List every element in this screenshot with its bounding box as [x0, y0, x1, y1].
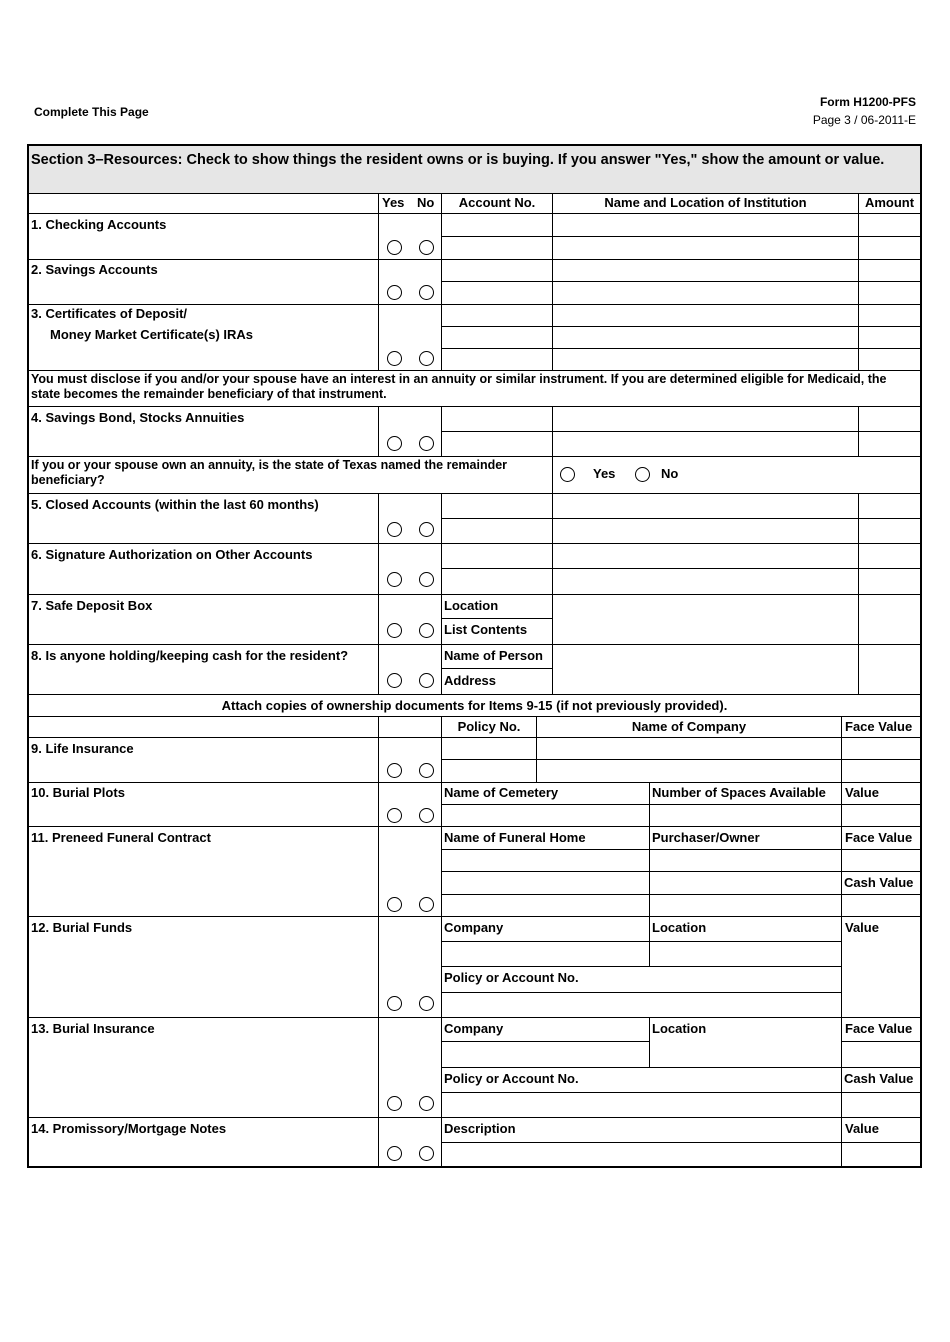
list-contents-label: List Contents: [444, 622, 528, 637]
preneed-no-radio[interactable]: [419, 897, 434, 912]
divider: [28, 543, 921, 544]
texas-yes-label: Yes: [593, 466, 616, 481]
cemetery-label: Name of Cemetery: [444, 785, 559, 800]
divider: [28, 694, 921, 695]
section-title: Section 3–Resources: Check to show things the resident owns or is buying. If you answer "Yes," show the amount or value.: [31, 152, 885, 168]
divider: [441, 1067, 921, 1068]
savings-bond-yes-radio[interactable]: [387, 436, 402, 451]
item-burial-insurance: 13. Burial Insurance: [31, 1021, 155, 1036]
divider: [441, 804, 921, 805]
divider: [841, 1041, 921, 1042]
divider: [441, 281, 921, 282]
item-savings-accounts: 2. Savings Accounts: [31, 262, 158, 277]
divider: [441, 1092, 921, 1093]
texas-beneficiary-question: If you or your spouse own an annuity, is the state of Texas named the remainder beneficiary?: [31, 458, 508, 487]
divider: [28, 406, 921, 407]
divider: [441, 518, 921, 519]
divider: [441, 1041, 649, 1042]
item-checking-accounts: 1. Checking Accounts: [31, 217, 167, 232]
texas-no-label: No: [661, 466, 679, 481]
burial-plots-no-radio[interactable]: [419, 808, 434, 823]
item-burial-plots: 10. Burial Plots: [31, 785, 125, 800]
name-of-company-label: Name of Company: [631, 719, 747, 734]
face-value-label: Face Value: [845, 719, 913, 734]
savings-yes-radio[interactable]: [387, 285, 402, 300]
preneed-face-value-label: Face Value: [845, 830, 913, 845]
promissory-value-label: Value: [845, 1121, 879, 1136]
item-burial-funds: 12. Burial Funds: [31, 920, 133, 935]
divider: [649, 1017, 650, 1067]
burial-plots-yes-radio[interactable]: [387, 808, 402, 823]
certificates-no-radio[interactable]: [419, 351, 434, 366]
divider: [28, 1017, 921, 1018]
divider: [441, 941, 841, 942]
attach-instruction: Attach copies of ownership documents for Items 9-15 (if not previously provided).: [221, 698, 728, 713]
preneed-cash-value-label: Cash Value: [844, 875, 914, 890]
burial-insurance-location-label: Location: [652, 1021, 707, 1036]
item-promissory-notes: 14. Promissory/Mortgage Notes: [31, 1121, 227, 1136]
holding-cash-yes-radio[interactable]: [387, 673, 402, 688]
burial-insurance-no-radio[interactable]: [419, 1096, 434, 1111]
burial-funds-company-label: Company: [444, 920, 504, 935]
divider: [441, 966, 841, 967]
burial-funds-value-label: Value: [845, 920, 879, 935]
divider: [28, 1117, 921, 1118]
plots-value-label: Value: [845, 785, 879, 800]
spaces-label: Number of Spaces Available: [652, 785, 826, 800]
divider: [841, 916, 842, 1017]
name-of-person-label: Name of Person: [444, 648, 543, 663]
item-holding-cash: 8. Is anyone holding/keeping cash for the resident?: [31, 648, 349, 663]
signature-no-radio[interactable]: [419, 572, 434, 587]
item-certificates: 3. Certificates of Deposit/: [31, 306, 188, 321]
savings-bond-no-radio[interactable]: [419, 436, 434, 451]
divider: [441, 431, 921, 432]
divider: [378, 716, 379, 1167]
closed-yes-radio[interactable]: [387, 522, 402, 537]
policy-no-label: Policy No.: [457, 719, 521, 734]
divider: [28, 782, 921, 783]
divider: [441, 348, 921, 349]
divider: [28, 493, 921, 494]
item-preneed-funeral: 11. Preneed Funeral Contract: [31, 830, 211, 845]
divider: [441, 326, 921, 327]
divider: [378, 406, 379, 456]
divider: [28, 716, 921, 717]
texas-yes-radio[interactable]: [560, 467, 575, 482]
purchaser-label: Purchaser/Owner: [652, 830, 760, 845]
promissory-yes-radio[interactable]: [387, 1146, 402, 1161]
divider: [441, 894, 921, 895]
divider: [28, 916, 921, 917]
table-border-right: [920, 144, 922, 1168]
divider: [536, 716, 537, 782]
table-border-top: [27, 144, 922, 146]
divider: [28, 826, 921, 827]
life-insurance-no-radio[interactable]: [419, 763, 434, 778]
divider: [28, 737, 921, 738]
burial-funds-policy-label: Policy or Account No.: [444, 970, 579, 985]
divider: [441, 236, 921, 237]
page-instruction: Complete This Page: [34, 105, 149, 119]
life-insurance-yes-radio[interactable]: [387, 763, 402, 778]
signature-yes-radio[interactable]: [387, 572, 402, 587]
holding-cash-no-radio[interactable]: [419, 673, 434, 688]
funeral-home-label: Name of Funeral Home: [444, 830, 586, 845]
item-safe-deposit-box: 7. Safe Deposit Box: [31, 598, 153, 613]
burial-insurance-company-label: Company: [444, 1021, 504, 1036]
divider: [441, 871, 921, 872]
col-account-no: Account No.: [458, 195, 536, 210]
divider: [28, 370, 921, 371]
divider: [441, 568, 921, 569]
safe-deposit-location-label: Location: [444, 598, 499, 613]
col-yes: Yes: [382, 195, 405, 210]
table-border-bottom: [27, 1166, 922, 1168]
item-certificates-line2: Money Market Certificate(s) IRAs: [50, 327, 253, 342]
col-amount: Amount: [864, 195, 915, 210]
burial-insurance-face-value-label: Face Value: [845, 1021, 913, 1036]
table-border-left: [27, 144, 29, 1168]
divider: [28, 594, 921, 595]
burial-insurance-cash-value-label: Cash Value: [844, 1071, 914, 1086]
divider: [441, 618, 552, 619]
checking-yes-radio[interactable]: [387, 240, 402, 255]
savings-no-radio[interactable]: [419, 285, 434, 300]
annuity-disclosure: You must disclose if you and/or your spouse have an interest in an annuity or similar instrument. If you are determined eligible for Medicaid, the state becomes the remainder beneficiary of that instrument.: [31, 372, 887, 401]
burial-funds-yes-radio[interactable]: [387, 996, 402, 1011]
burial-funds-location-label: Location: [652, 920, 707, 935]
address-label: Address: [444, 673, 497, 688]
safe-deposit-no-radio[interactable]: [419, 623, 434, 638]
preneed-yes-radio[interactable]: [387, 897, 402, 912]
burial-funds-no-radio[interactable]: [419, 996, 434, 1011]
texas-no-radio[interactable]: [635, 467, 650, 482]
col-institution: Name and Location of Institution: [604, 195, 807, 210]
burial-insurance-yes-radio[interactable]: [387, 1096, 402, 1111]
item-closed-accounts: 5. Closed Accounts (within the last 60 months): [31, 497, 319, 512]
checking-no-radio[interactable]: [419, 240, 434, 255]
certificates-yes-radio[interactable]: [387, 351, 402, 366]
divider: [28, 456, 921, 457]
page-number: Page 3 / 06-2011-E: [812, 113, 916, 127]
divider: [441, 1142, 921, 1143]
closed-no-radio[interactable]: [419, 522, 434, 537]
item-savings-bond: 4. Savings Bond, Stocks Annuities: [31, 410, 245, 425]
divider: [441, 668, 552, 669]
divider: [441, 759, 921, 760]
divider: [441, 992, 841, 993]
divider: [441, 849, 921, 850]
burial-insurance-policy-label: Policy or Account No.: [444, 1071, 579, 1086]
promissory-no-radio[interactable]: [419, 1146, 434, 1161]
divider: [28, 644, 921, 645]
divider: [28, 304, 921, 305]
divider: [841, 716, 842, 782]
safe-deposit-yes-radio[interactable]: [387, 623, 402, 638]
divider: [552, 456, 553, 493]
item-life-insurance: 9. Life Insurance: [31, 741, 134, 756]
col-no: No: [417, 195, 435, 210]
divider: [378, 193, 379, 370]
divider: [28, 259, 921, 260]
item-signature-authorization: 6. Signature Authorization on Other Accounts: [31, 547, 313, 562]
description-label: Description: [444, 1121, 516, 1136]
divider: [28, 193, 921, 194]
divider: [28, 213, 921, 214]
form-id: Form H1200-PFS: [819, 95, 916, 109]
